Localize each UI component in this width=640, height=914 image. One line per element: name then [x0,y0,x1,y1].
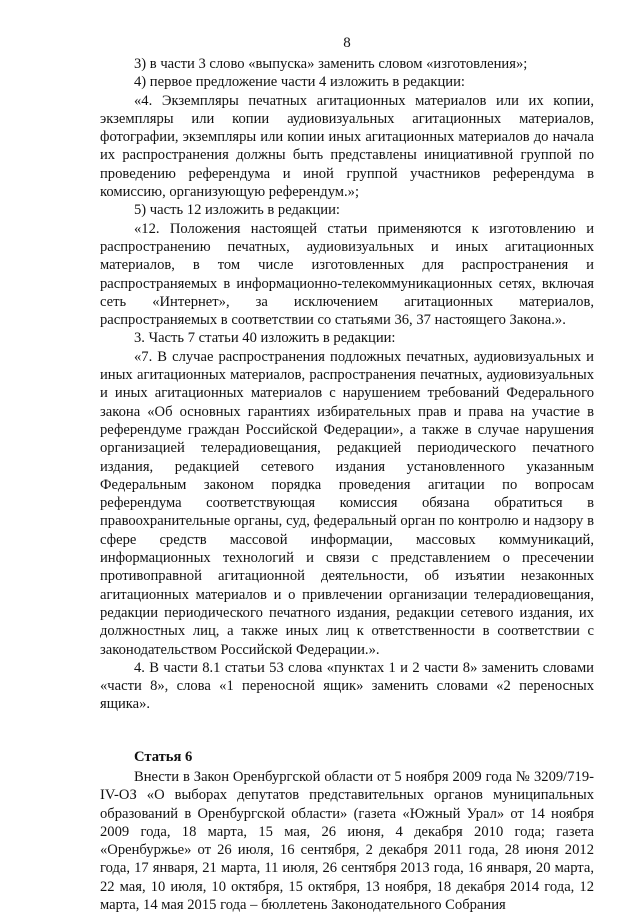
page-number: 8 [343,35,351,51]
amendment-item-4: 4) первое предложение части 4 изложить в редакции: [134,74,465,91]
clause-4: 4. В части 8.1 статьи 53 слова «пунктах 1 и 2 части 8» заменить словами «части 8», слова «1 переносной ящик» заменить словами «2 переносных ящика». [100,659,594,713]
article-heading: Статья 6 [134,748,193,765]
amendment-item-3: 3) в части 3 слово «выпуска» заменить словом «изготовления»; [134,56,528,72]
quoted-part-4: «4. Экземпляры печатных агитационных материалов или их копии, экземпляры или копии аудиовизуальных агитационных материалов, фотографии, экземпляры или копии иных агитационных материалов до начала их распространения должны быть представлены инициативной группой по проведению референдума и иной группой участников референдума в комиссию, организующую референдум.»; [100,92,594,201]
quoted-part-7: «7. В случае распространения подложных печатных, аудиовизуальных и иных агитационных материалов, распространения печатных, аудиовизуальных и иных агитационных материалов с нарушением требований Федерального закона «Об основных гарантиях избирательных прав и права на участие в референдуме граждан Российской Федерации», а также в случае нарушения организацией телерадиовещания, редакцией периодического печатного издания, редакцией сетевого издания установленного указанным Федеральным законом порядка проведения агитации по вопросам референдума соответствующая комиссия обязана обратиться в правоохранительные органы, суд, федеральный орган по контролю и надзору в сфере средств массовой информации, массовых коммуникаций, информационных технологий и связи с представлением о пресечении противоправной агитационной деятельности, об изъятии незаконных агитационных материалов и о привлечении организации телерадиовещания, редакции периодического печатного издания, редакции сетевого издания, их должностных лиц, а также иных лиц к ответственности в соответствии с законодательством Российской Федерации.». [100,348,594,658]
clause-3: 3. Часть 7 статьи 40 изложить в редакции: [134,330,396,347]
article-6-text: Внести в Закон Оренбургской области от 5 ноября 2009 года № 3209/719-IV-ОЗ «О выборах депутатов представительных органов муниципальных образований в Оренбургской области» (газета «Южный Урал» от 14 ноября 2009 года, 18 марта, 15 мая, 26 июня, 4 декабря 2010 года; газета «Оренбуржье» от 26 июля, 16 сентября, 2 декабря 2011 года, 28 июня 2012 года, 17 января, 21 марта, 11 июля, 26 сентября 2013 года, 16 января, 20 марта, 22 мая, 10 июля, 10 октября, 15 октября, 13 ноября, 18 декабря 2014 года, 12 марта, 14 мая 2015 года – бюллетень Законодательного Собрания [100,768,594,914]
quoted-part-12: «12. Положения настоящей статьи применяются к изготовлению и распространению печатных, аудиовизуальных и иных агитационных материалов, в том числе изготовленных для распространения и распространяемых в информационно-телекоммуникационных сетях, включая сеть «Интернет», за исключением агитационных материалов, распространяемых в соответствии со статьями 36, 37 настоящего Закона.». [100,220,594,329]
amendment-item-5: 5) часть 12 изложить в редакции: [134,202,340,219]
